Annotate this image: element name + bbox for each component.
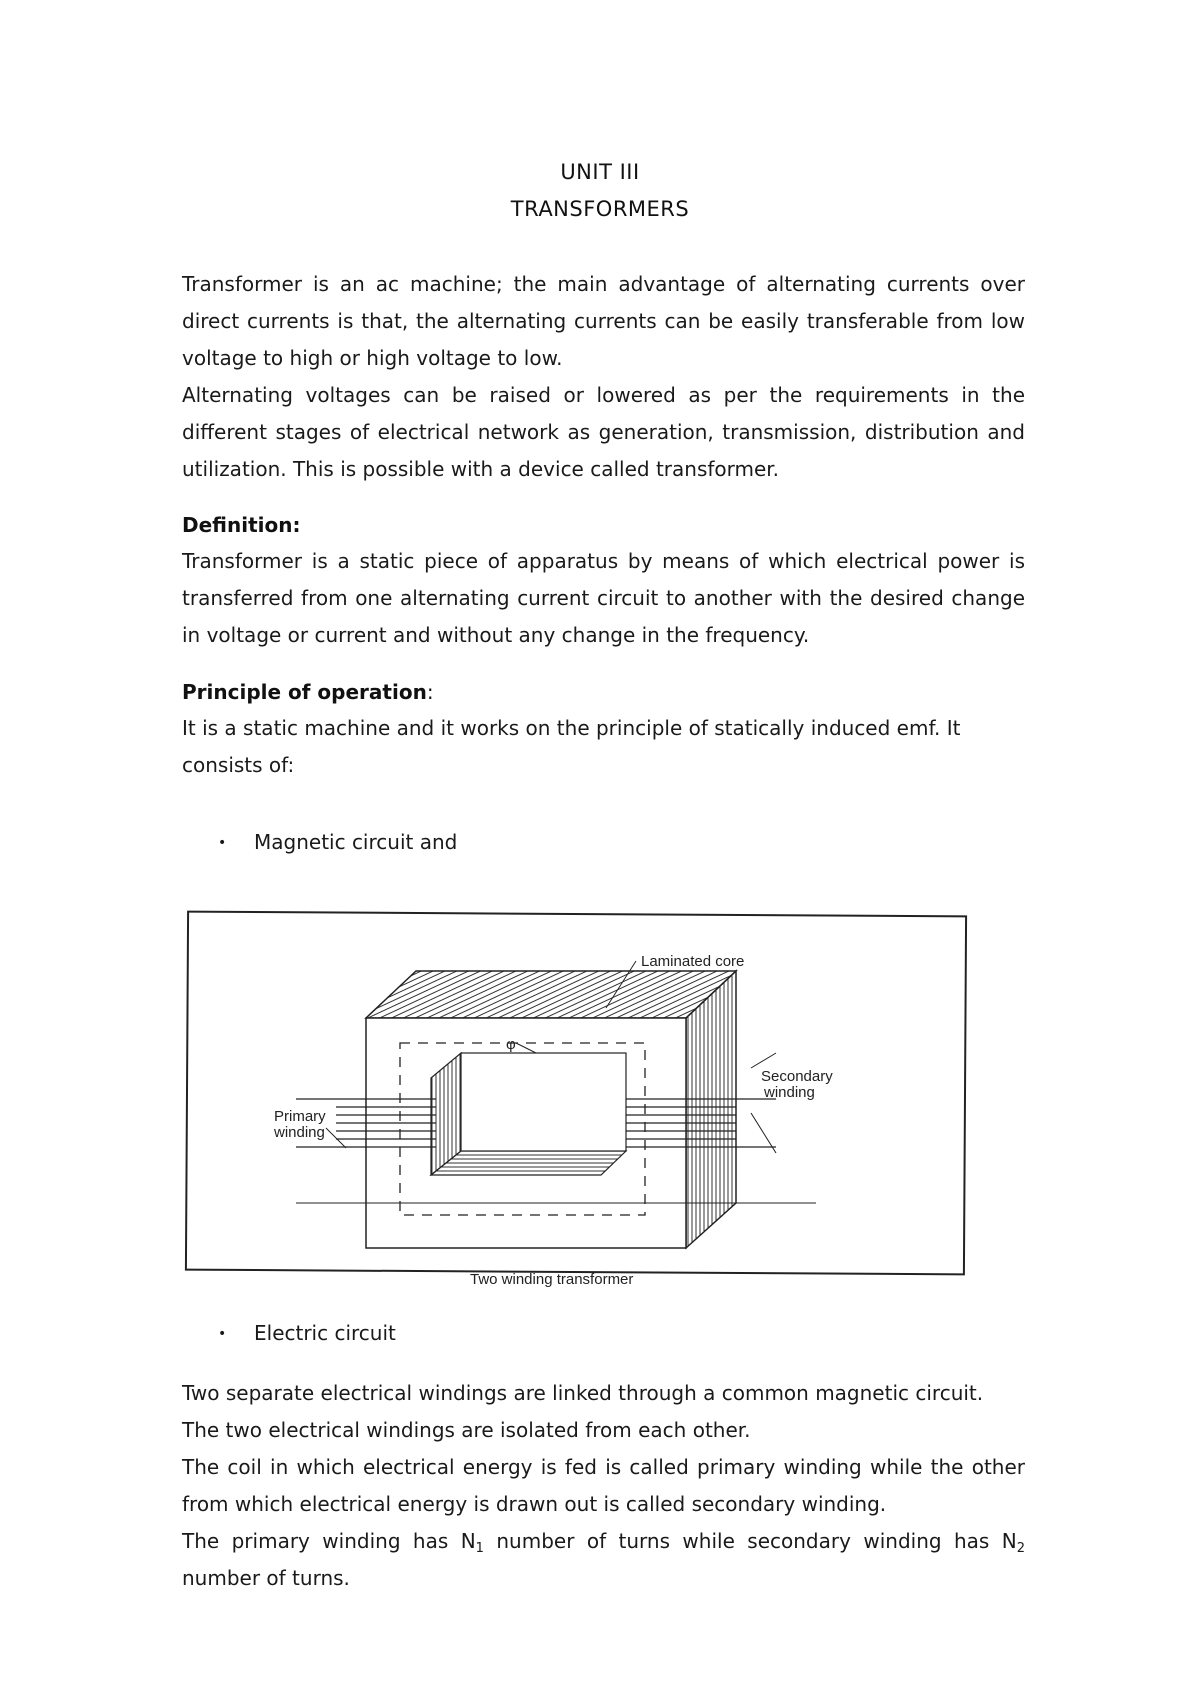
electric-paragraph-2: The two electrical windings are isolated from each other. xyxy=(182,1418,751,1442)
electric-paragraph-1: Two separate electrical windings are linked through a common magnetic circuit. xyxy=(182,1381,984,1405)
electric-paragraph-3: The coil in which electrical energy is fed is called primary winding while the other from which electrical energy is drawn out is called secondary winding. xyxy=(182,1455,1025,1516)
label-primary-1: Primary xyxy=(274,1108,326,1125)
label-secondary-2: winding xyxy=(764,1084,815,1101)
principle-text-line-2: consists of: xyxy=(182,753,295,777)
bullet-icon: • xyxy=(218,1326,227,1342)
intro-paragraph-2: Alternating voltages can be raised or lowered as per the requirements in the different stages of electrical network as generation, transmission, distribution and utilization. This is possible with a device called transformer. xyxy=(182,383,1025,481)
bullet-electric-circuit xyxy=(218,1321,396,1345)
definition-text: Transformer is a static piece of apparatus by means of which electrical power is transferred from one alternating current circuit to another with the desired change in voltage or current and without any change in the frequency. xyxy=(182,549,1025,647)
principle-heading-text: Principle of operation xyxy=(182,680,427,704)
core-window-bottom xyxy=(431,1151,626,1175)
core-right-face xyxy=(686,971,736,1248)
label-laminated-core: Laminated core xyxy=(641,953,745,970)
turns-subscript-2: 2 xyxy=(1016,1541,1025,1556)
turns-text-c: number of turns. xyxy=(182,1566,350,1590)
intro-paragraph-1: Transformer is an ac machine; the main advantage of alternating currents over direct currents is that, the alternating currents can be easily transferable from low voltage to high or high voltage to low. xyxy=(182,272,1025,370)
principle-heading-colon: : xyxy=(426,680,434,704)
transformer-diagram xyxy=(186,913,966,1273)
principle-heading xyxy=(182,680,434,704)
core-window xyxy=(461,1053,626,1151)
turns-text-b: number of turns while secondary winding has N xyxy=(483,1529,1017,1553)
definition-heading: Definition: xyxy=(182,513,301,537)
bullet-magnetic-circuit xyxy=(218,830,457,854)
bullet-electric-circuit-label: Electric circuit xyxy=(254,1321,396,1345)
label-secondary-1: Secondary xyxy=(761,1068,833,1085)
principle-text xyxy=(182,710,1025,784)
label-primary-2: winding xyxy=(274,1124,325,1141)
bullet-magnetic-circuit-label: Magnetic circuit and xyxy=(254,830,458,854)
figure-caption: Two winding transformer xyxy=(470,1271,634,1288)
turns-text-a: The primary winding has N xyxy=(182,1529,476,1553)
turns-subscript-1: 1 xyxy=(475,1541,484,1556)
electric-paragraph-4 xyxy=(182,1523,1025,1597)
principle-text-line-1: It is a static machine and it works on the principle of statically induced emf. It xyxy=(182,716,961,740)
topic-title: TRANSFORMERS xyxy=(510,197,690,221)
flux-symbol: φ xyxy=(506,1036,516,1053)
core-top-face xyxy=(366,971,736,1018)
bullet-icon: • xyxy=(218,835,227,851)
unit-title: UNIT III xyxy=(560,160,640,184)
